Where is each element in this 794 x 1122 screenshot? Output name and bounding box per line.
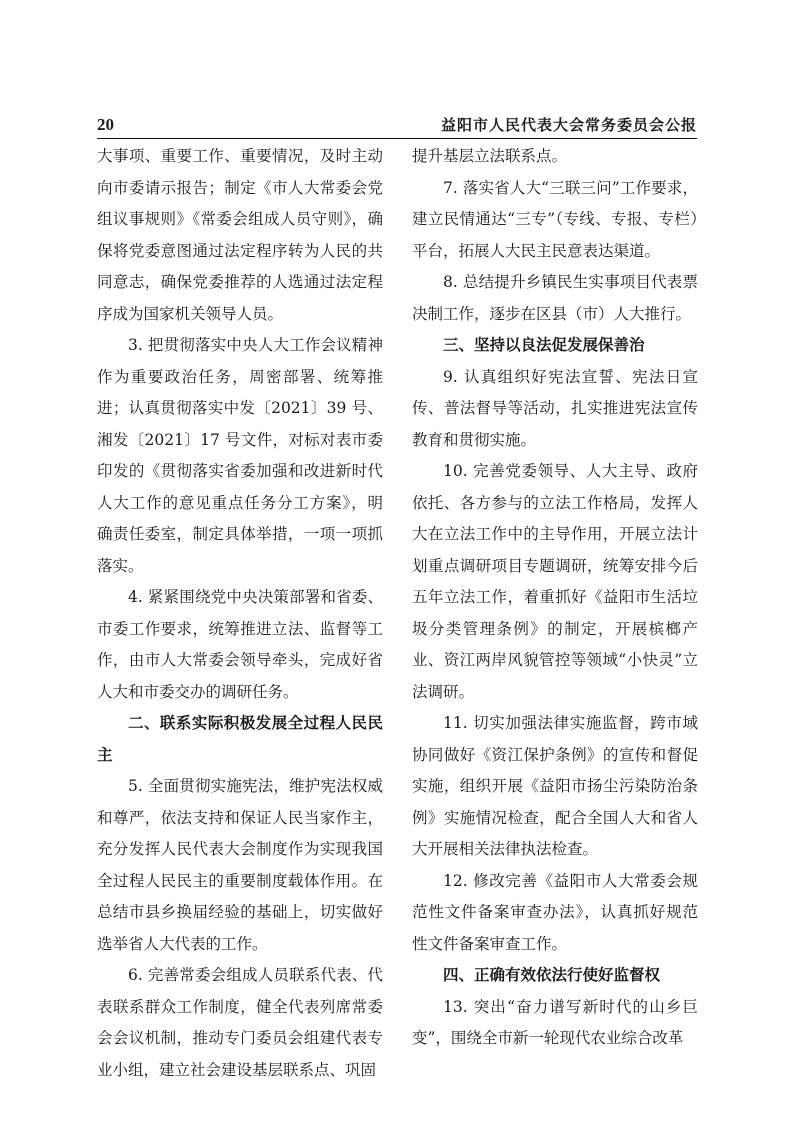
paragraph-7: 7. 落实省人大“三联三问”工作要求，建立民情通达“三专”（专线、专报、专栏）平台，拓展人大民主民意表达渠道。 [412,178,698,260]
section-heading-4: 四、正确有效依法行使好监督权 [443,966,661,984]
paragraph-8: 8. 总结提升乡镇民生实事项目代表票决制工作，逐步在区县（市）人大推行。 [412,273,698,323]
paragraph-6: 6. 完善常委会组成人员联系代表、代表联系群众工作制度，健全代表列席常委会会议机制，推动专门委员会组建代表专业小组，建立社会建设基层联系点、巩固 [97,966,383,1079]
section-heading-3: 三、坚持以良法促发展保善治 [443,336,645,354]
paragraph-10: 10. 完善党委领导、人大主导、政府依托、各方参与的立法工作格局，发挥人大在立法工作中的主导作用，开展立法计划重点调研项目专题调研，统筹安排今后五年立法工作，着重抓好《益阳市生活垃圾分类管理条例》的制定，开展槟榔产业、资江两岸风貌管控等领域“小快灵”立法调研。 [412,462,698,701]
paragraph-4: 4. 紧紧围绕党中央决策部署和省委、市委工作要求，统筹推进立法、监督等工作，由市人大常委会领导牵头，完成好省人大和市委交办的调研任务。 [97,588,383,701]
paragraph-continued: 大事项、重要工作、重要情况，及时主动向市委请示报告；制定《市人大常委会党组议事规则》《常委会组成人员守则》，确保将党委意图通过法定程序转为人民的共同意志，确保党委推荐的人选通过法定程序成为国家机关领导人员。 [97,147,383,323]
journal-title: 益阳市人民代表大会常务委员会公报 [440,116,697,134]
paragraph-11: 11. 切实加强法律实施监督，跨市域协同做好《资江保护条例》的宣传和督促实施，组织开展《益阳市扬尘污染防治条例》实施情况检查，配合全国人大和省人大开展相关法律执法检查。 [412,714,698,858]
paragraph-3: 3. 把贯彻落实中央人大工作会议精神作为重要政治任务，周密部署、统筹推进；认真贯彻落实中发〔2021〕39 号、湘发〔2021〕17 号文件，对标对表市委印发的《贯彻落实省委加强和改进新时代人大工作的意见重点任务分工方案》，明确责任委室，制定具体举措，一项一项抓落实。 [97,336,383,575]
header-rule [97,138,697,139]
paragraph-12: 12. 修改完善《益阳市人大常委会规范性文件备案审查办法》，认真抓好规范性文件备案审查工作。 [412,871,698,953]
right-column [412,141,698,1055]
page-number: 20 [97,115,114,134]
left-column [97,141,383,1086]
paragraph-9: 9. 认真组织好宪法宣誓、宪法日宣传、普法督导等活动，扎实推进宪法宣传教育和贯彻实施。 [412,367,698,449]
section-heading-2: 二、联系实际积极发展全过程人民民主 [97,714,383,764]
page-header [97,113,697,139]
paragraph-13: 13. 突出“奋力谱写新时代的山乡巨变”，围绕全市新一轮现代农业综合改革 [412,997,698,1047]
paragraph-continued: 提升基层立法联系点。 [412,147,568,165]
paragraph-5: 5. 全面贯彻实施宪法，维护宪法权威和尊严，依法支持和保证人民当家作主，充分发挥人民代表大会制度作为实现我国全过程人民民主的重要制度载体作用。在总结市县乡换届经验的基础上，切实做好选举省人大代表的工作。 [97,777,383,953]
